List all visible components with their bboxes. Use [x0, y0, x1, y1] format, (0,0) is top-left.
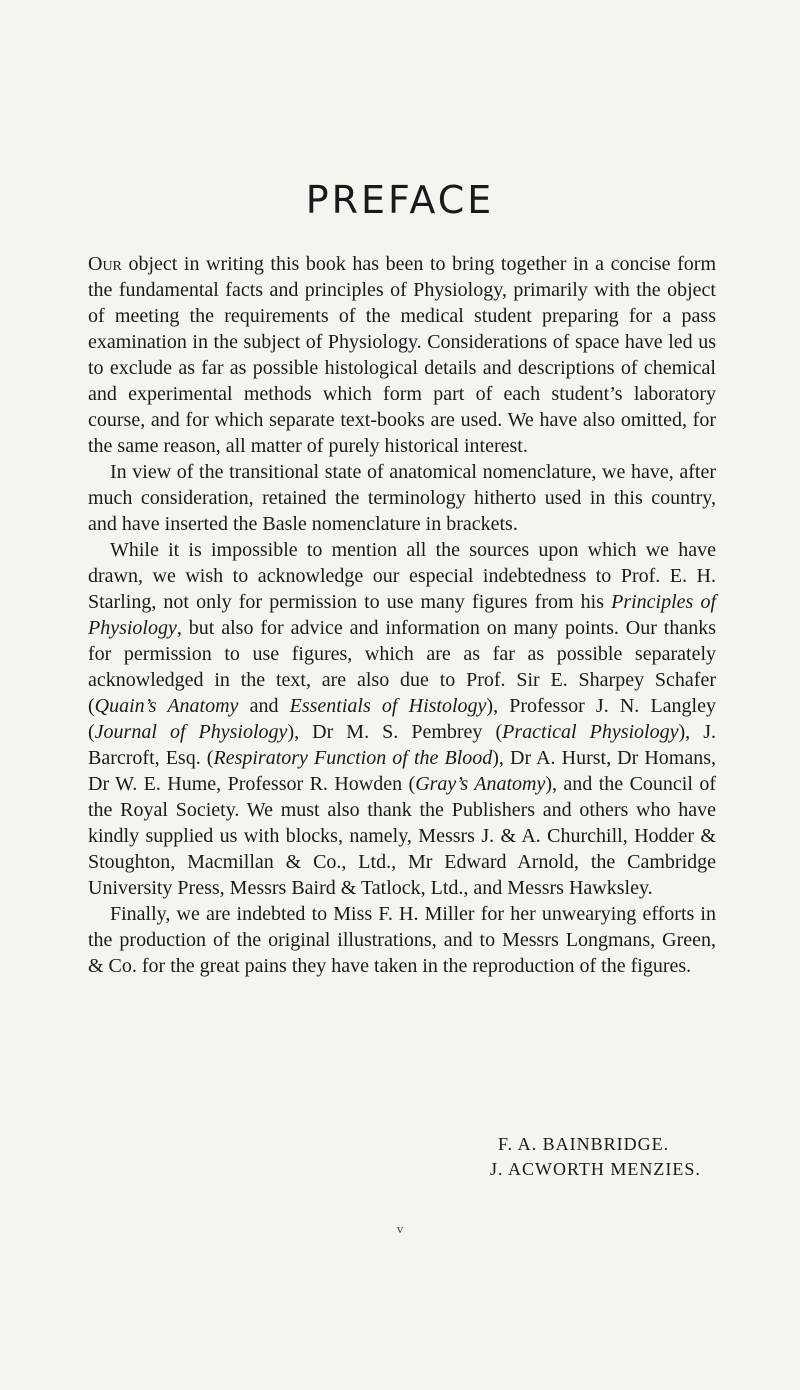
paragraph-1-lead: Our [88, 253, 122, 275]
paragraph-3-text: ), Professor J. N. Langley ( [88, 695, 716, 743]
paragraph-3 [88, 537, 716, 901]
page-number: v [396, 1221, 404, 1236]
paragraph-2: In view of the transitional state of anatomical nomenclature, we have, after much consideration, retained the terminology hitherto used in this country, and have inserted the Basle nomenclature in brackets. [88, 461, 716, 535]
author-signature: F. A. BAINBRIDGE. [498, 1134, 670, 1154]
author-signatures [490, 1132, 701, 1182]
book-title: Quain’s Anatomy [94, 695, 239, 717]
paragraph-3-text: , but also for advice and information on many points. Our thanks for permission to use figures, which are as far as possible separately acknowledged in the text, are also due to Prof. Sir E. Sharpey Schafer ( [88, 617, 716, 717]
book-title: Respiratory Function of the Blood [213, 747, 493, 769]
paragraph-3-text: ), Dr A. Hurst, Dr Homans, Dr W. E. Hume, Professor R. Howden ( [88, 747, 717, 795]
paragraph-3-text: ), J. Barcroft, Esq. ( [88, 721, 716, 769]
preface-body [88, 251, 716, 979]
paragraph-3-text: ), and the Council of the Royal Society. We must also thank the Publishers and others who have kindly supplied us with blocks, namely, Messrs J. & A. Churchill, Hodder & Stoughton, Macmillan & Co., Ltd., Mr Edward Arnold, the Cambridge University Press, Messrs Baird & Tatlock, Ltd., and Messrs Hawksley. [88, 773, 717, 899]
book-title: Principles of Physiology [88, 591, 716, 639]
book-title: Practical Physiology [502, 721, 679, 743]
book-title: Gray’s Anatomy [415, 773, 546, 795]
paragraph-3-text: and [238, 695, 290, 717]
page-title: PREFACE [305, 178, 495, 222]
book-title: Essentials of Histology [289, 695, 487, 717]
paragraph-4: Finally, we are indebted to Miss F. H. Miller for her unwearying efforts in the production of the original illustrations, and to Messrs Longmans, Green, & Co. for the great pains they have taken in the reproduction of the figures. [88, 903, 716, 977]
author-signature: J. ACWORTH MENZIES. [490, 1159, 701, 1179]
paragraph-3-text: ), Dr M. S. Pembrey ( [287, 721, 503, 743]
paragraph-1-text: object in writing this book has been to bring together in a concise form the fundamental facts and principles of Physiology, primarily with the object of meeting the requirements of the medical student preparing for a pass examination in the subject of Physiology. Considerations of space have led us to exclude as far as possible histological details and descriptions of chemical and experimental methods which form part of each student’s laboratory course, and for which separate text-books are used. We have also omitted, for the same reason, all matter of purely historical interest. [88, 253, 716, 457]
paragraph-3-text: While it is impossible to mention all the sources upon which we have drawn, we wish to acknowledge our especial indebtedness to Prof. E. H. Starling, not only for permission to use many figures from his [88, 539, 716, 613]
book-title: Journal of Physiology [94, 721, 288, 743]
paragraph-1 [88, 251, 716, 459]
